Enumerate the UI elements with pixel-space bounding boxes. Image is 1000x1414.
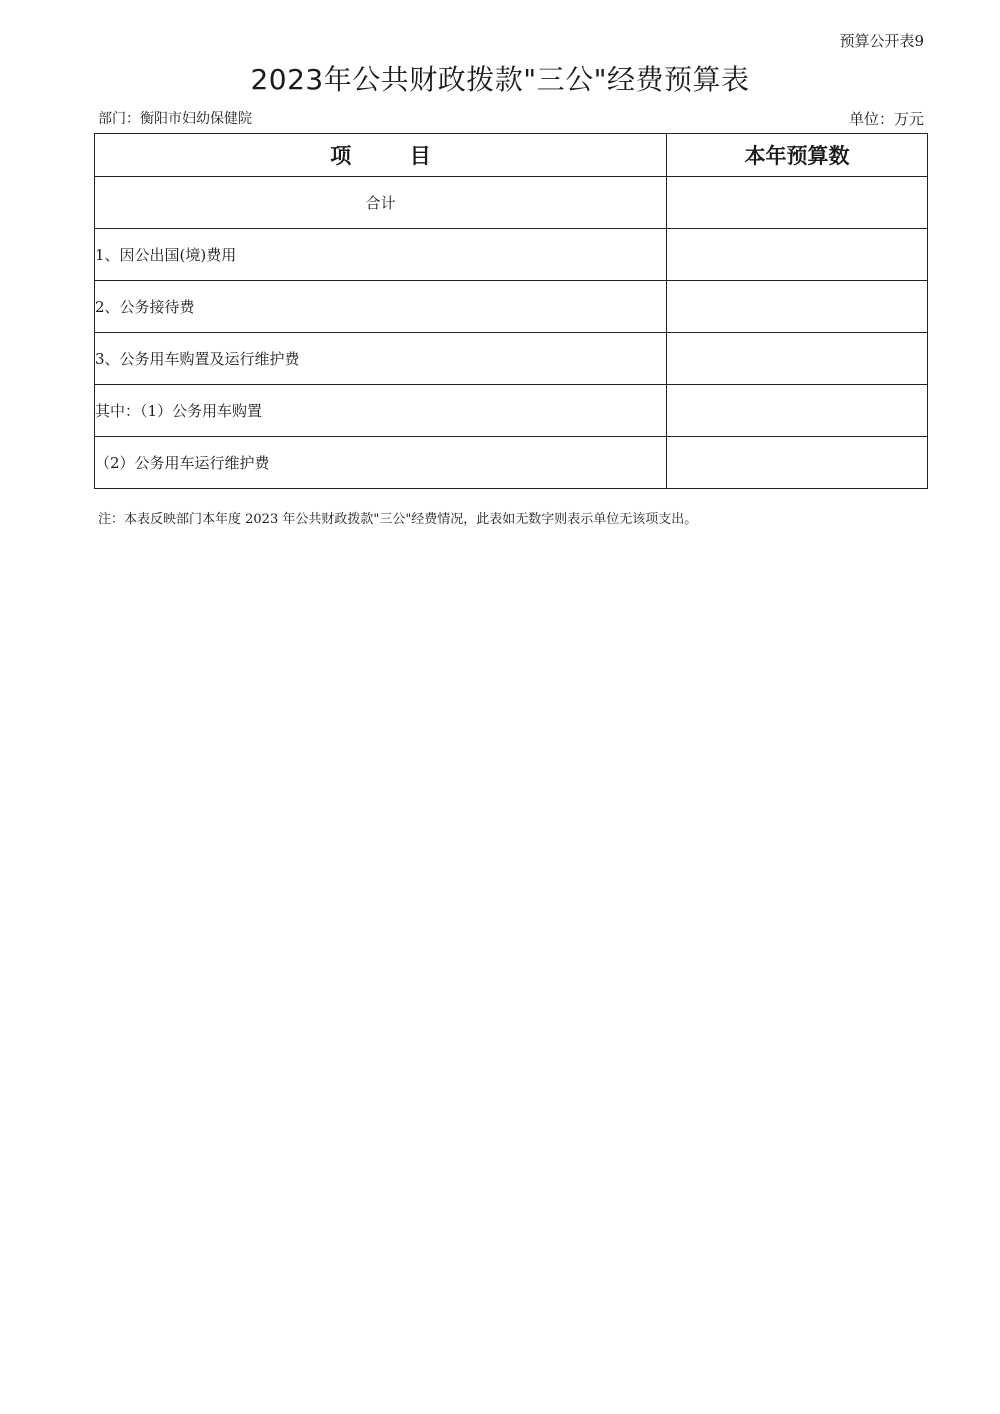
- row-item-total: 合计: [95, 177, 667, 229]
- department-label: 部门：衡阳市妇幼保健院: [98, 111, 252, 127]
- table-row: [95, 385, 928, 437]
- header-amount: 本年预算数: [667, 134, 928, 177]
- table-row: [95, 281, 928, 333]
- row-amount-overseas: [667, 229, 928, 281]
- table-row: [95, 177, 928, 229]
- row-item-reception: 2、公务接待费: [95, 281, 667, 333]
- header-item: 项 目: [95, 134, 667, 177]
- row-amount-vehicle-purchase: [667, 385, 928, 437]
- unit-label: 单位：万元: [848, 110, 924, 128]
- row-item-vehicle-maintenance: （2）公务用车运行维护费: [95, 437, 667, 489]
- row-amount-reception: [667, 281, 928, 333]
- row-amount-vehicle-maintenance: [667, 437, 928, 489]
- page-title: 2023年公共财政拨款"三公"经费预算表: [250, 63, 750, 96]
- form-code: 预算公开表9: [839, 32, 924, 50]
- row-item-vehicle: 3、公务用车购置及运行维护费: [95, 333, 667, 385]
- row-item-vehicle-purchase: 其中：（1）公务用车购置: [95, 385, 667, 437]
- footnote: 注：本表反映部门本年度 2023 年公共财政拨款"三公"经费情况，此表如无数字则表示单位无该项支出。: [98, 512, 698, 527]
- table-header-row: [95, 134, 928, 177]
- budget-table: [94, 133, 928, 489]
- row-amount-vehicle: [667, 333, 928, 385]
- row-amount-total: [667, 177, 928, 229]
- row-item-overseas: 1、因公出国(境)费用: [95, 229, 667, 281]
- table-row: [95, 437, 928, 489]
- table-row: [95, 333, 928, 385]
- table-row: [95, 229, 928, 281]
